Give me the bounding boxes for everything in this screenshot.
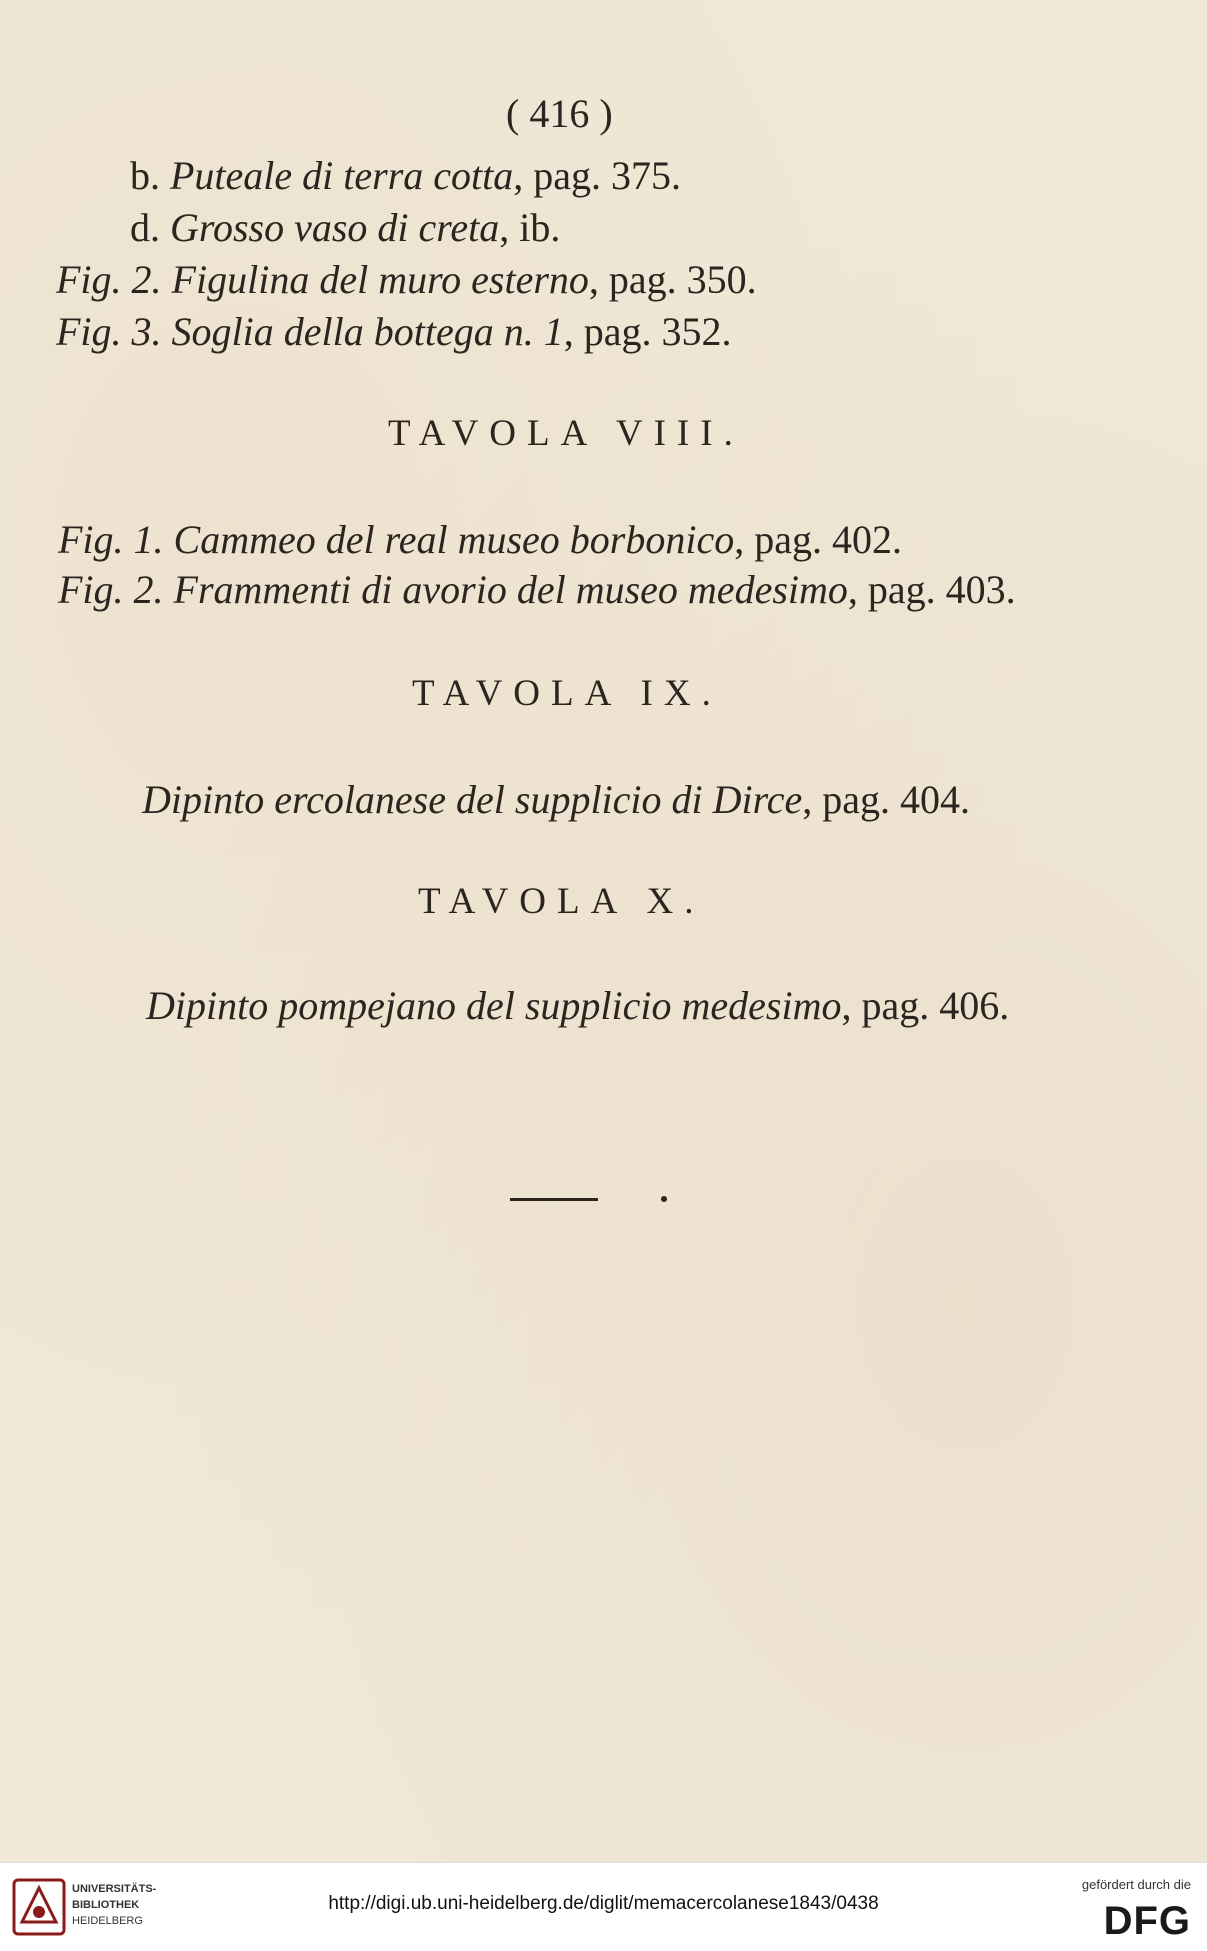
entry-tail: , ib. — [499, 205, 561, 250]
entry-title: Puteale di terra cotta — [170, 153, 514, 198]
entry-tail: , pag. 404. — [802, 777, 970, 822]
entry-tail: , pag. 402. — [734, 517, 902, 562]
entry-lead: Fig. 2. — [56, 257, 172, 302]
permalink-url[interactable]: http://digi.ub.uni-heidelberg.de/diglit/memacercolanese1843/0438 — [328, 1893, 879, 1914]
sponsor-label: gefördert durch die — [1081, 1877, 1191, 1892]
section-heading: TAVOLA X. — [418, 881, 705, 922]
closing-rule — [510, 1198, 598, 1201]
entry-line — [56, 308, 732, 355]
closing-dot — [661, 1196, 667, 1202]
footer-bar — [0, 1862, 1207, 1951]
entry-line — [146, 982, 1009, 1029]
dfg-logo: DFG — [1103, 1899, 1191, 1943]
entry-tail: , pag. 350. — [588, 257, 757, 302]
section-heading: TAVOLA VIII. — [388, 413, 744, 454]
entry-title: Figulina del muro esterno — [171, 257, 589, 302]
entry-tail: , pag. 375. — [513, 153, 682, 198]
entry-line — [130, 204, 560, 251]
library-name-line3: HEIDELBERG — [72, 1915, 143, 1927]
entry-title: Dipinto pompejano del supplicio medesimo — [146, 983, 842, 1028]
entry-lead: b. — [130, 153, 170, 198]
entry-lead: Fig. 3. — [56, 309, 172, 354]
library-name-line1: UNIVERSITÄTS- — [72, 1883, 157, 1895]
entry-line — [56, 256, 757, 303]
entry-title: Dipinto ercolanese del supplicio di Dirce — [142, 777, 803, 822]
section-heading: TAVOLA IX. — [412, 673, 722, 714]
entry-line — [130, 152, 681, 199]
entry-lead: d. — [130, 205, 170, 250]
entry-line — [58, 566, 1016, 613]
entry-title: Grosso vaso di creta — [170, 205, 500, 250]
page-number: ( 416 ) — [506, 91, 613, 136]
entry-line — [58, 516, 902, 563]
entry-lead: Fig. 2. — [58, 567, 174, 612]
library-name-line2: BIBLIOTHEK — [72, 1899, 140, 1911]
entry-title: Frammenti di avorio del museo medesimo — [173, 567, 848, 612]
entry-title: Soglia della bottega n. 1 — [171, 309, 564, 354]
entry-lead: Fig. 1. — [58, 517, 174, 562]
entry-line — [142, 776, 970, 823]
entry-tail: , pag. 403. — [847, 567, 1016, 612]
entry-tail: , pag. 352. — [563, 309, 732, 354]
entry-title: Cammeo del real museo borbonico — [173, 517, 735, 562]
entry-tail: , pag. 406. — [841, 983, 1010, 1028]
